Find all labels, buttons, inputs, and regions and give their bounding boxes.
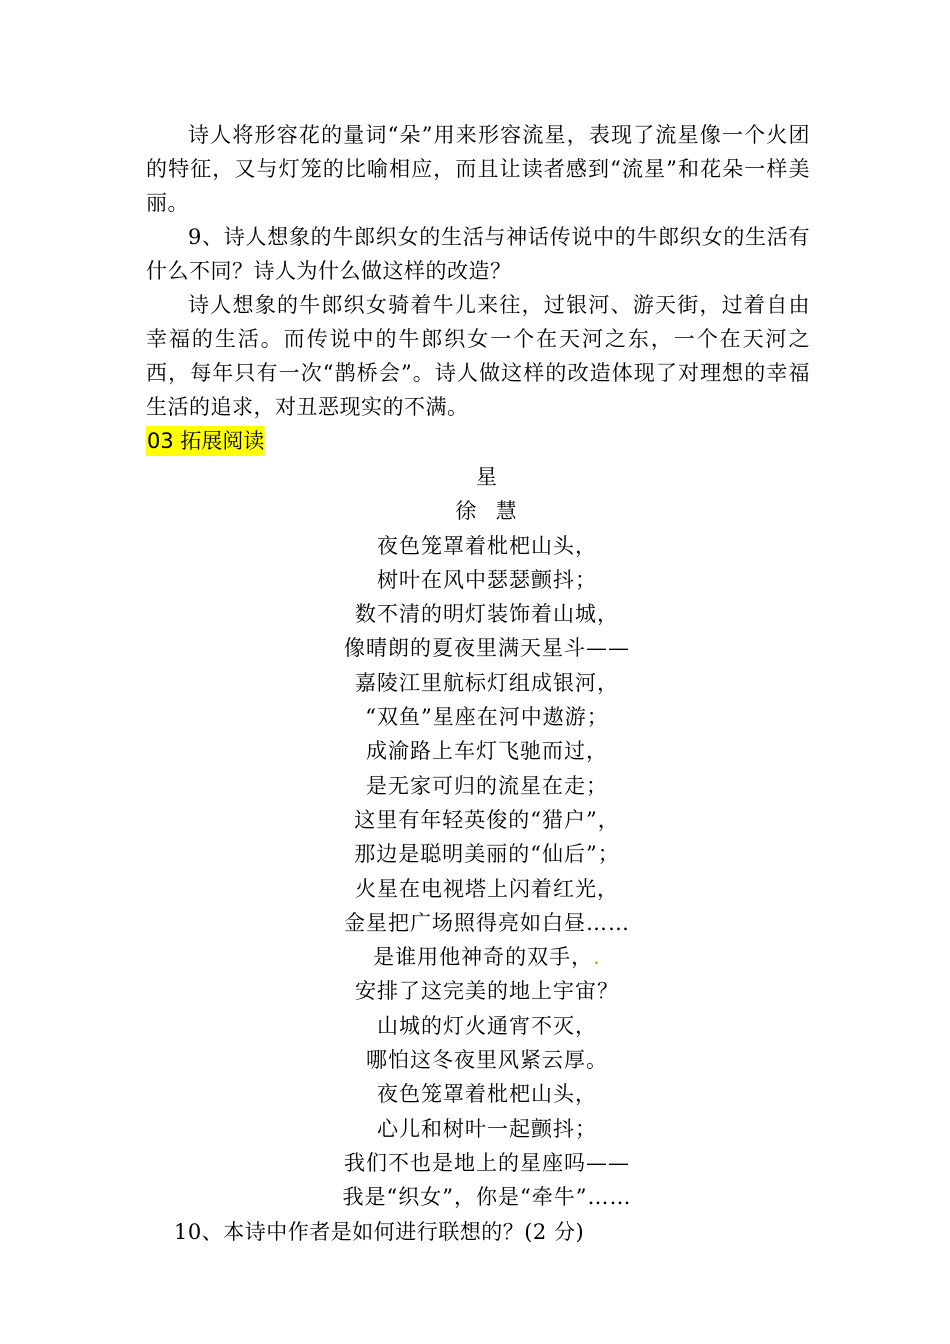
poem-line: 像晴朗的夏夜里满天星斗—— <box>344 636 630 661</box>
poem-line: 夜色笼罩着枇杷山头， <box>377 533 597 558</box>
poem-line: “双鱼”星座在河中遨游； <box>365 705 609 730</box>
poem-line: 我是“织女”，你是“牵牛”…… <box>342 1185 632 1210</box>
answer-paragraph-9: 诗人想象的牛郎织女骑着牛儿来往，过银河、游天街，过着自由幸福的生活。而传说中的牛郎织女一个在天河之东，一个在天河之西，每年只有一次“鹊桥会”。诗人做这样的改造体现了对理想的幸福生活的追求，对丑恶现实的不满。 <box>146 293 810 419</box>
poem-line: 火星在电视塔上闪着红光， <box>355 876 619 901</box>
poem-line: 金星把广场照得亮如白昼…… <box>344 910 630 935</box>
poem-author: 徐 慧 <box>455 499 519 524</box>
stray-mark: . <box>593 945 601 970</box>
document-page <box>146 118 810 1249</box>
question-9: 9、诗人想象的牛郎织女的生活与神话传说中的牛郎织女的生活有什么不同？诗人为什么做这样的改造？ <box>146 225 810 283</box>
poem-line: 嘉陵江里航标灯组成银河， <box>355 670 619 695</box>
poem-title: 星 <box>476 465 498 489</box>
poem-line: 我们不也是地上的星座吗—— <box>344 1150 630 1175</box>
section-heading-wrap <box>146 426 810 460</box>
poem-line: 成渝路上车灯飞驰而过， <box>366 739 608 764</box>
poem-line-with-mark <box>142 940 832 974</box>
poem-line: 树叶在风中瑟瑟颤抖； <box>377 567 597 592</box>
poem <box>142 460 832 1215</box>
poem-line: 心儿和树叶一起颤抖； <box>377 1116 597 1141</box>
poem-line: 夜色笼罩着枇杷山头， <box>377 1082 597 1107</box>
poem-line: 这里有年轻英俊的“猎户”， <box>354 807 620 832</box>
section-heading: 03 拓展阅读 <box>146 426 265 456</box>
question-10: 10、本诗中作者是如何进行联想的？(2 分) <box>174 1219 585 1244</box>
poem-line: 数不清的明灯装饰着山城， <box>355 602 619 627</box>
poem-line: 那边是聪明美丽的“仙后”； <box>354 842 620 867</box>
poem-line: 安排了这完美的地上宇宙？ <box>355 979 619 1004</box>
poem-line: 是无家可归的流星在走； <box>366 773 608 798</box>
poem-line: 山城的灯火通宵不灭， <box>377 1013 597 1038</box>
answer-paragraph-8: 诗人将形容花的量词“朵”用来形容流星，表现了流星像一个火团的特征，又与灯笼的比喻相应，而且让读者感到“流星”和花朵一样美丽。 <box>146 123 810 215</box>
poem-line-text: 是谁用他神奇的双手， <box>373 945 594 970</box>
poem-line: 哪怕这冬夜里风紧云厚。 <box>366 1048 608 1073</box>
